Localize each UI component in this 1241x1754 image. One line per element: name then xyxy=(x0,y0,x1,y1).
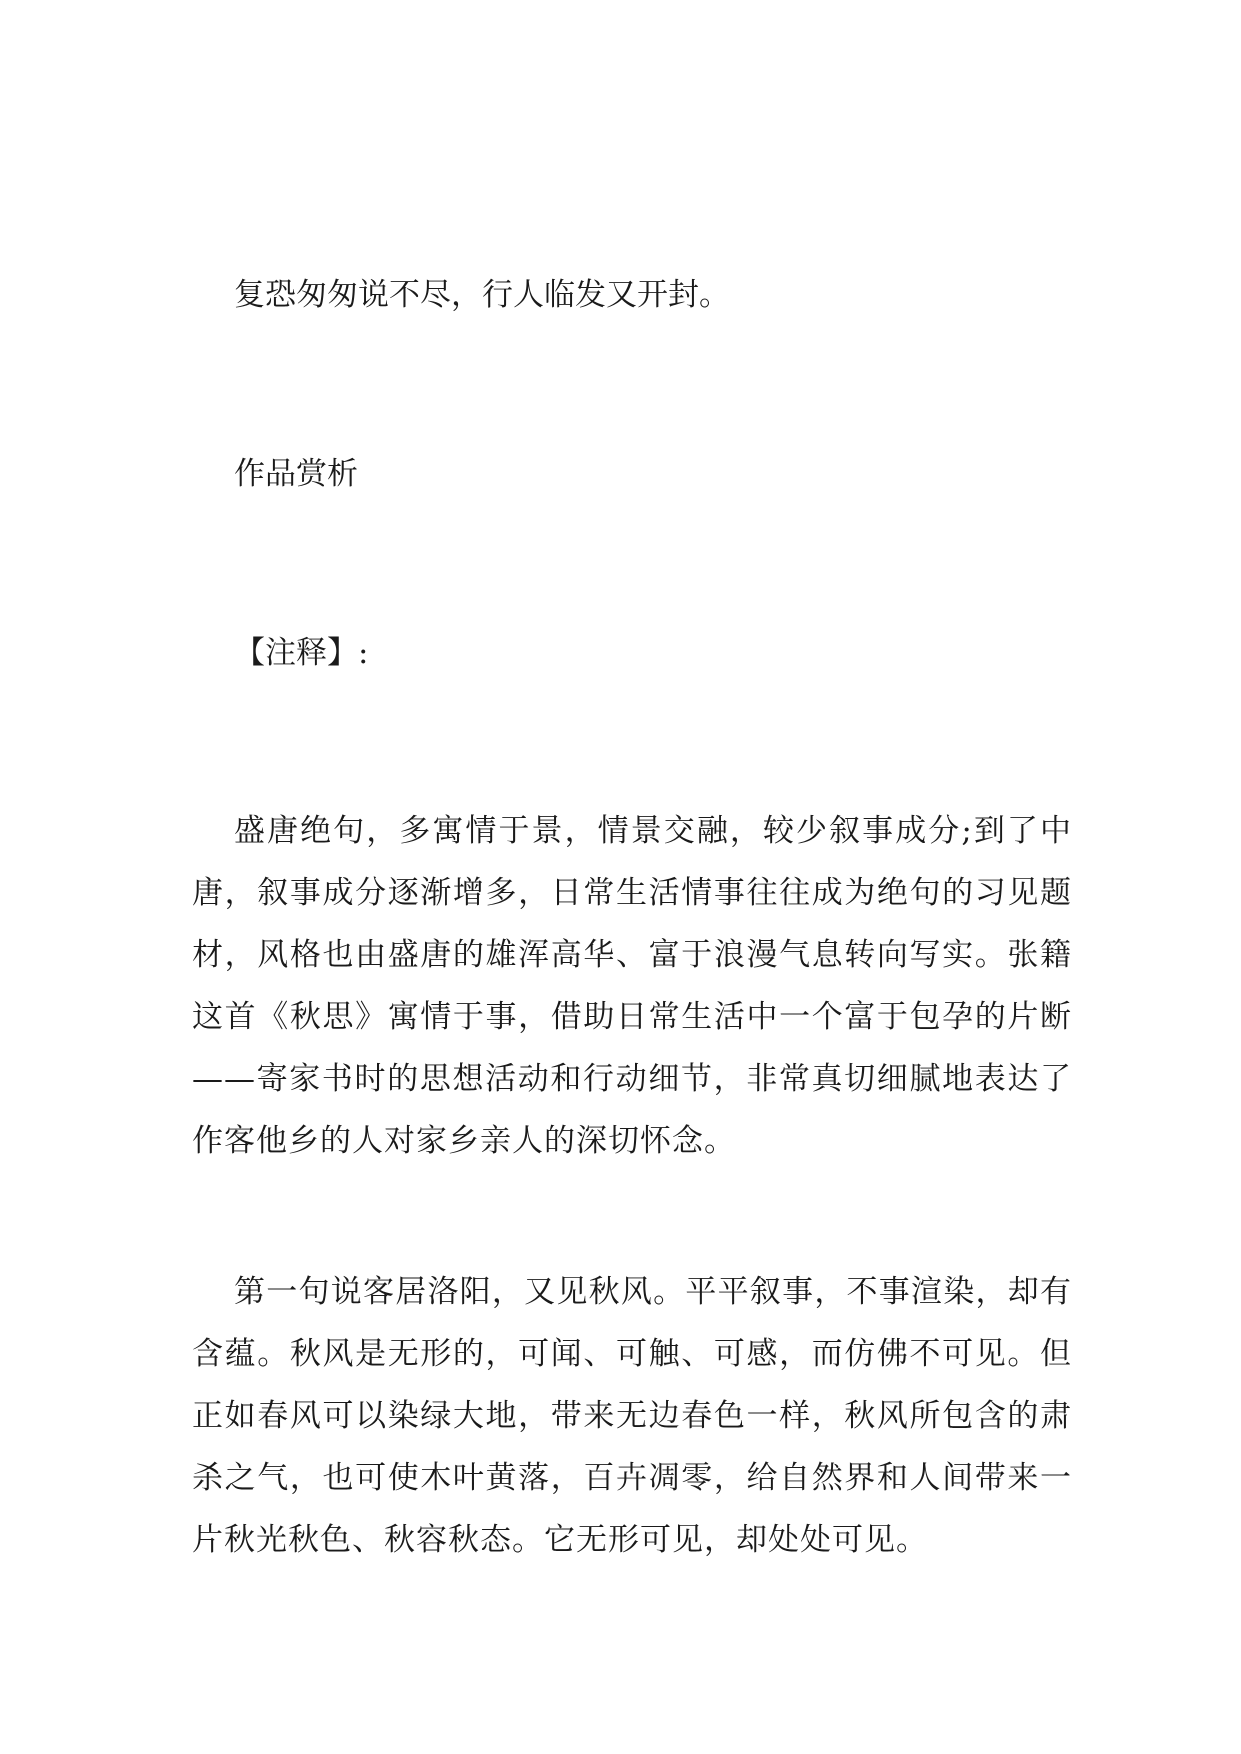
body-paragraph: 第一句说客居洛阳，又见秋风。平平叙事，不事渲染，却有含蕴。秋风是无形的，可闻、可触、可感，而仿佛不可见。但正如春风可以染绿大地，带来无边春色一样，秋风所包含的肃杀之气，也可使木叶黄落，百卉凋零，给自然界和人间带来一片秋光秋色、秋容秋态。它无形可见，却处处可见。 xyxy=(192,1274,1072,1558)
note-label: 【注释】: xyxy=(234,635,369,671)
body-paragraph: 盛唐绝句，多寓情于景，情景交融，较少叙事成分;到了中唐，叙事成分逐渐增多，日常生活情事往往成为绝句的习见题材，风格也由盛唐的雄浑高华、富于浪漫气息转向写实。张籍这首《秋思》寓情于事，借助日常生活中一个富于包孕的片断——寄家书时的思想活动和行动细节，非常真切细腻地表达了作客他乡的人对家乡亲人的深切怀念。 xyxy=(192,813,1072,1159)
verse-line: 复恐匆匆说不尽，行人临发又开封。 xyxy=(234,277,730,313)
section-heading: 作品赏析 xyxy=(234,456,358,492)
